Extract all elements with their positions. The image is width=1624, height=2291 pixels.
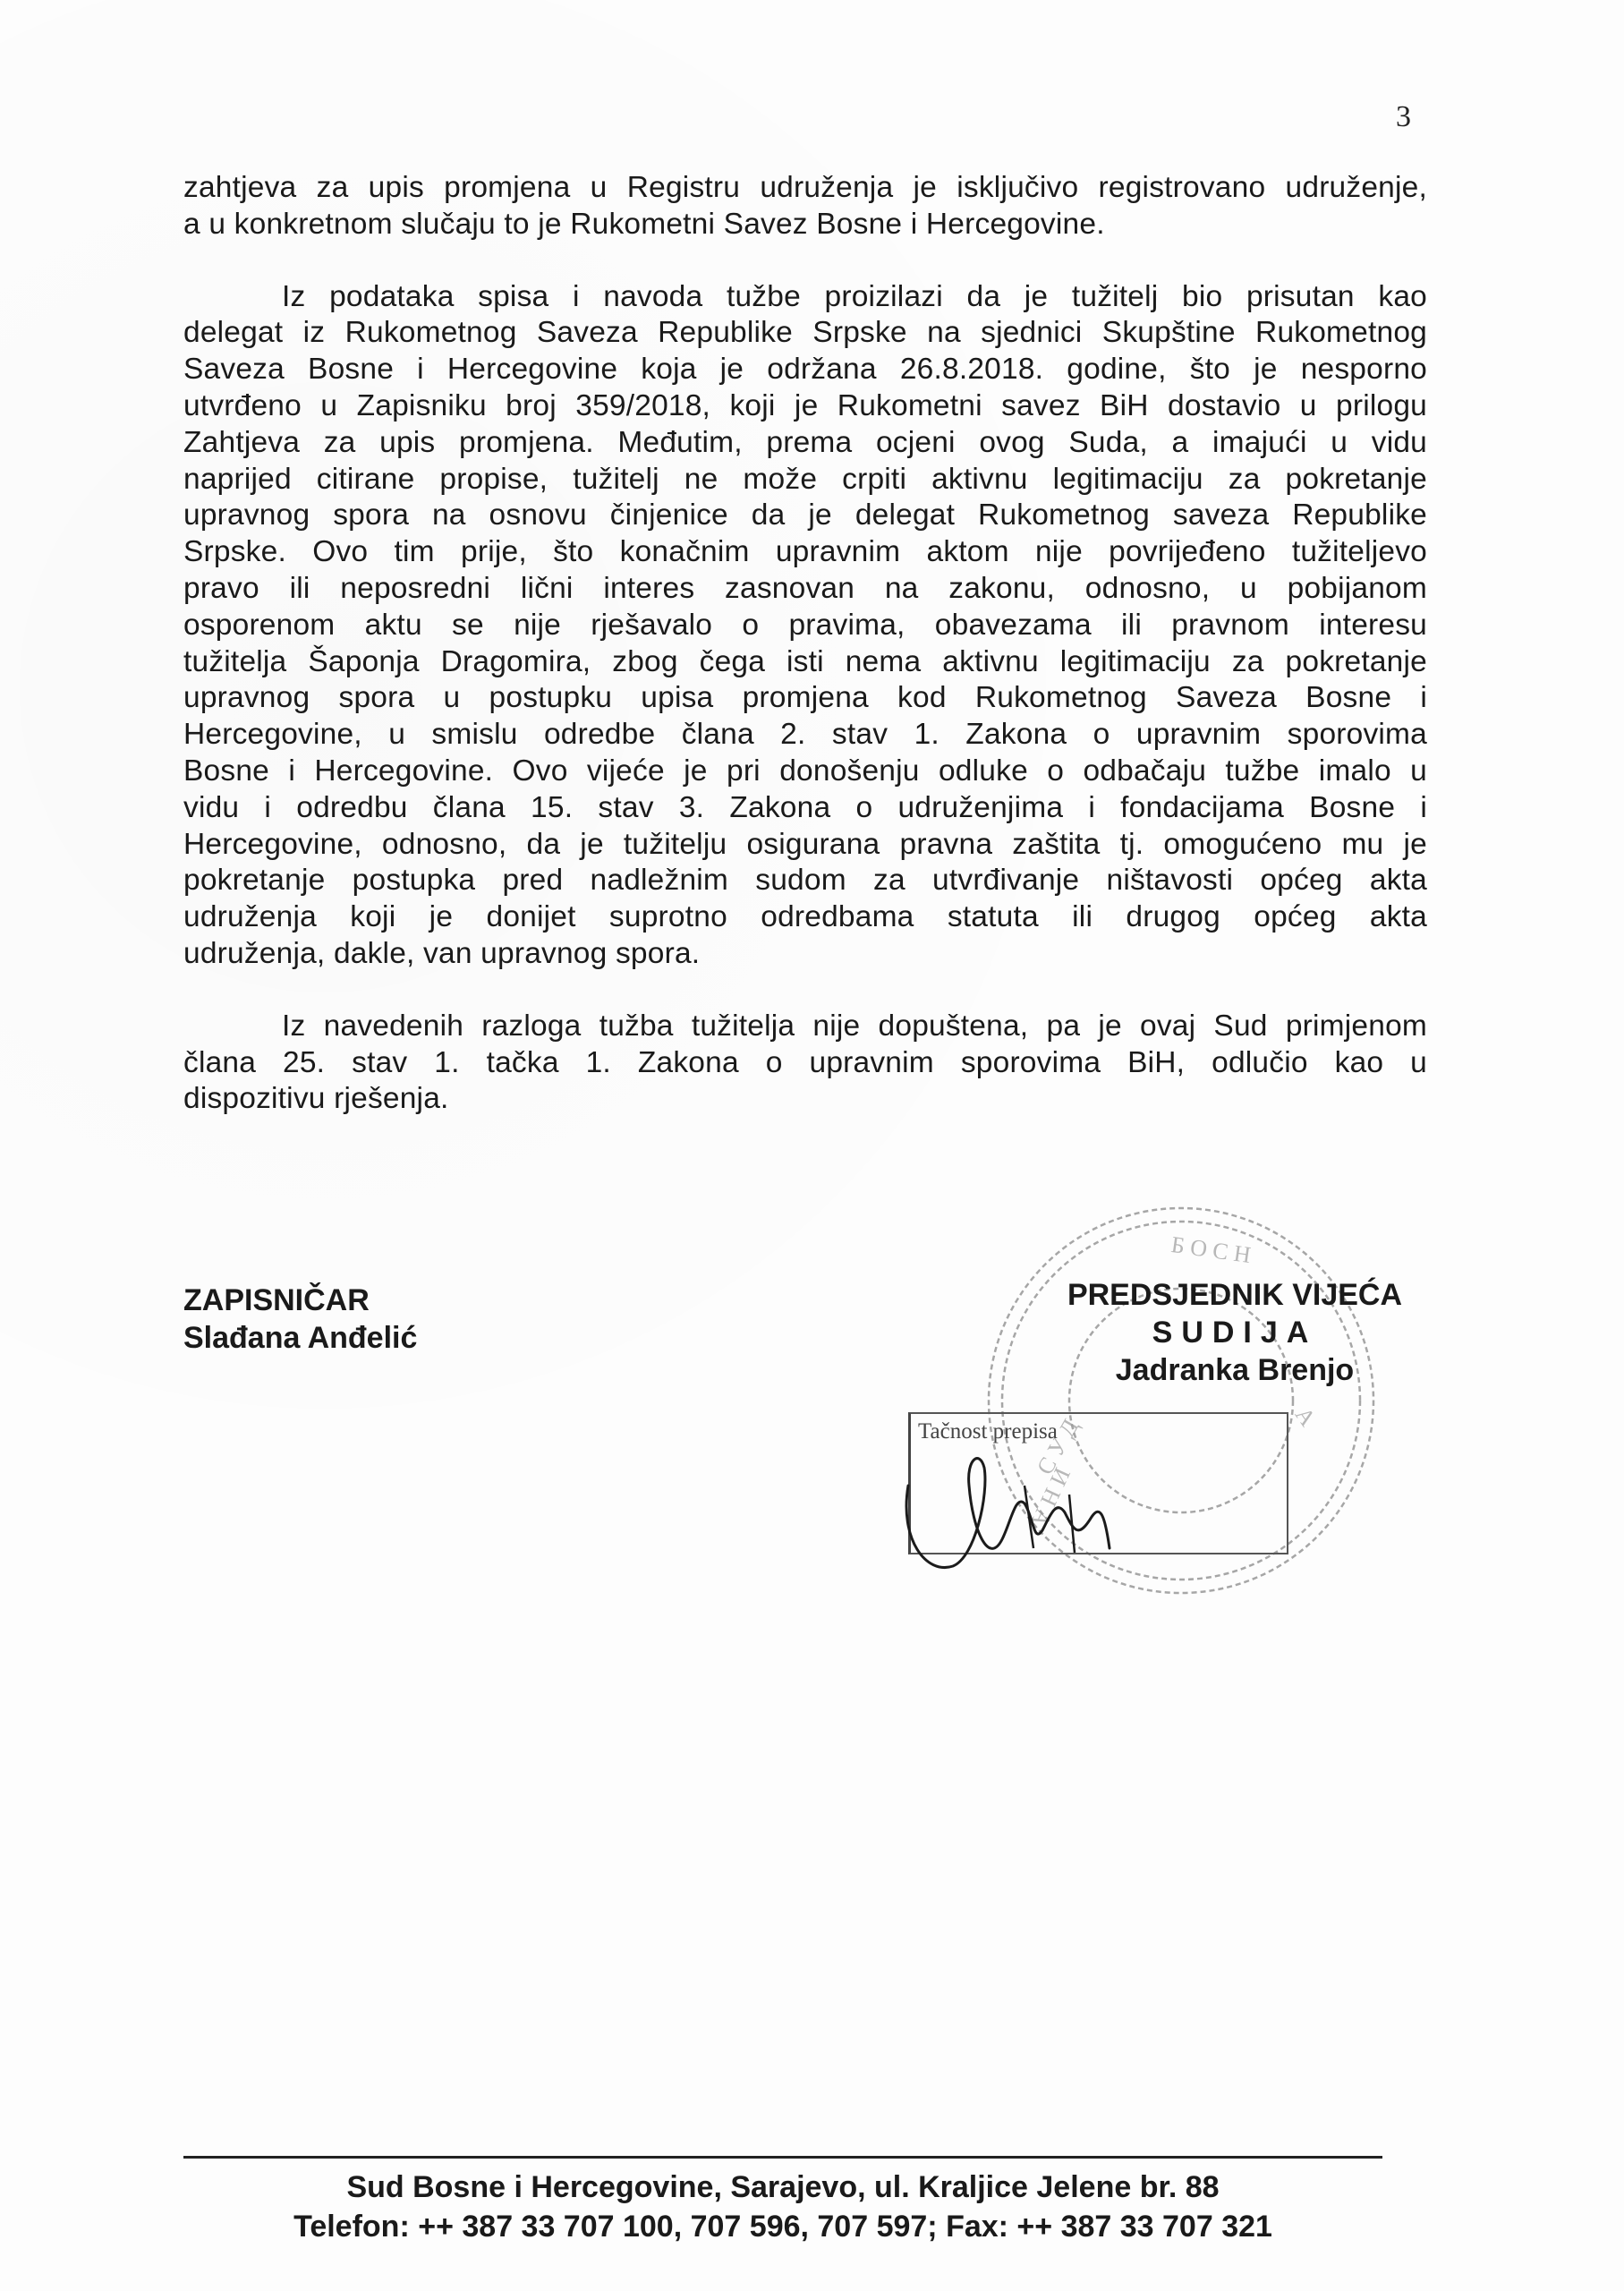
document-body <box>183 170 1427 1154</box>
text-line: Zahtjeva za upis promjena. Međutim, prema ocjeni ovog Suda, a imajući u vidu <box>183 425 1427 459</box>
clerk-name: Slađana Anđelić <box>183 1321 418 1355</box>
svg-text:С У Д: С У Д <box>1031 1414 1084 1479</box>
paragraph-3 <box>183 1009 1427 1118</box>
text-line: vidu i odredbu člana 15. stav 3. Zakona o udruženjima i fondacijama Bosne i <box>183 790 1427 824</box>
text-line: a u konkretnom slučaju to je Rukometni Savez Bosne i Hercegovine. <box>183 207 1105 241</box>
court-contact: Telefon: ++ 387 33 707 100, 707 596, 707 597; Fax: ++ 387 33 707 321 <box>293 2210 1272 2244</box>
footer-divider <box>183 2156 1382 2159</box>
text-line: zahtjeva za upis promjena u Registru udruženja je isključivo registrovano udruženje, <box>183 171 1427 204</box>
judge-signature-block <box>1047 1276 1423 1389</box>
text-line: naprijed citirane propise, tužitelj ne može crpiti aktivnu legitimaciju za pokretanje <box>183 462 1427 496</box>
text-line: tužitelja Šaponja Dragomira, zbog čega isti nema aktivnu legitimaciju za pokretanje <box>183 644 1427 678</box>
svg-text:Б О С Н: Б О С Н <box>1169 1231 1253 1269</box>
page-number: 3 <box>1396 100 1411 133</box>
judge-title: SUDIJA <box>1152 1316 1318 1350</box>
clerk-title: ZAPISNIČAR <box>183 1283 370 1317</box>
text-line: utvrđeno u Zapisniku broj 359/2018, koji je Rukometni savez BiH dostavio u prilogu <box>183 388 1427 422</box>
court-address: Sud Bosne i Hercegovine, Sarajevo, ul. Kraljice Jelene br. 88 <box>346 2170 1220 2204</box>
svg-text:И Н А: И Н А <box>1025 1463 1076 1531</box>
text-line: udruženja, dakle, van upravnog spora. <box>183 936 701 970</box>
svg-text:А: А <box>1289 1401 1322 1431</box>
copy-accuracy-label: Tačnost prepisa <box>918 1419 1058 1444</box>
text-line: udruženja koji je donijet suprotno odredbama statuta ili drugog općeg akta <box>183 900 1427 934</box>
text-line: delegat iz Rukometnog Saveza Republike Srpske na sjednici Skupštine Rukometnog <box>183 316 1427 350</box>
panel-president-title: PREDSJEDNIK VIJEĆA <box>1067 1278 1403 1312</box>
handwritten-signature <box>890 1432 1123 1584</box>
text-line: Iz navedenih razloga tužba tužitelja nije dopuštena, pa je ovaj Sud primjenom <box>282 1009 1427 1043</box>
footer <box>183 2168 1382 2246</box>
text-line: člana 25. stav 1. tačka 1. Zakona o upravnim sporovima BiH, odlučio kao u <box>183 1045 1427 1079</box>
paragraph-2 <box>183 279 1427 973</box>
text-line: pokretanje postupka pred nadležnim sudom za utvrđivanje ništavosti općeg akta <box>183 864 1427 898</box>
text-line: osporenom aktu se nije rješavalo o pravima, obavezama ili pravnom interesu <box>183 608 1427 642</box>
text-line: Iz podataka spisa i navoda tužbe proizilazi da je tužitelj bio prisutan kao <box>282 279 1427 313</box>
judge-name: Jadranka Brenjo <box>1115 1353 1355 1387</box>
text-line: upravnog spora u postupku upisa promjena kod Rukometnog Saveza Bosne i <box>183 681 1427 715</box>
text-line: Srpske. Ovo tim prije, što konačnim upravnim aktom nije povrijeđeno tužiteljevo <box>183 535 1427 569</box>
text-line: upravnog spora na osnovu činjenice da je delegat Rukometnog saveza Republike <box>183 498 1427 532</box>
text-line: Bosne i Hercegovine. Ovo vijeće je pri donošenju odluke o odbačaju tužbe imalo u <box>183 754 1427 788</box>
clerk-signature-block <box>183 1282 417 1357</box>
text-line: Saveza Bosne i Hercegovine koja je održana 26.8.2018. godine, što je nesporno <box>183 353 1427 387</box>
text-line: Hercegovine, u smislu odredbe člana 2. stav 1. Zakona o upravnim sporovima <box>183 718 1427 752</box>
text-line: pravo ili neposredni lični interes zasnovan na zakonu, odnosno, u pobijanom <box>183 571 1427 605</box>
text-line: dispozitivu rješenja. <box>183 1082 449 1116</box>
text-line: Hercegovine, odnosno, da je tužitelju osigurana pravna zaštita tj. omogućeno mu je <box>183 827 1427 861</box>
paragraph-1 <box>183 170 1427 243</box>
